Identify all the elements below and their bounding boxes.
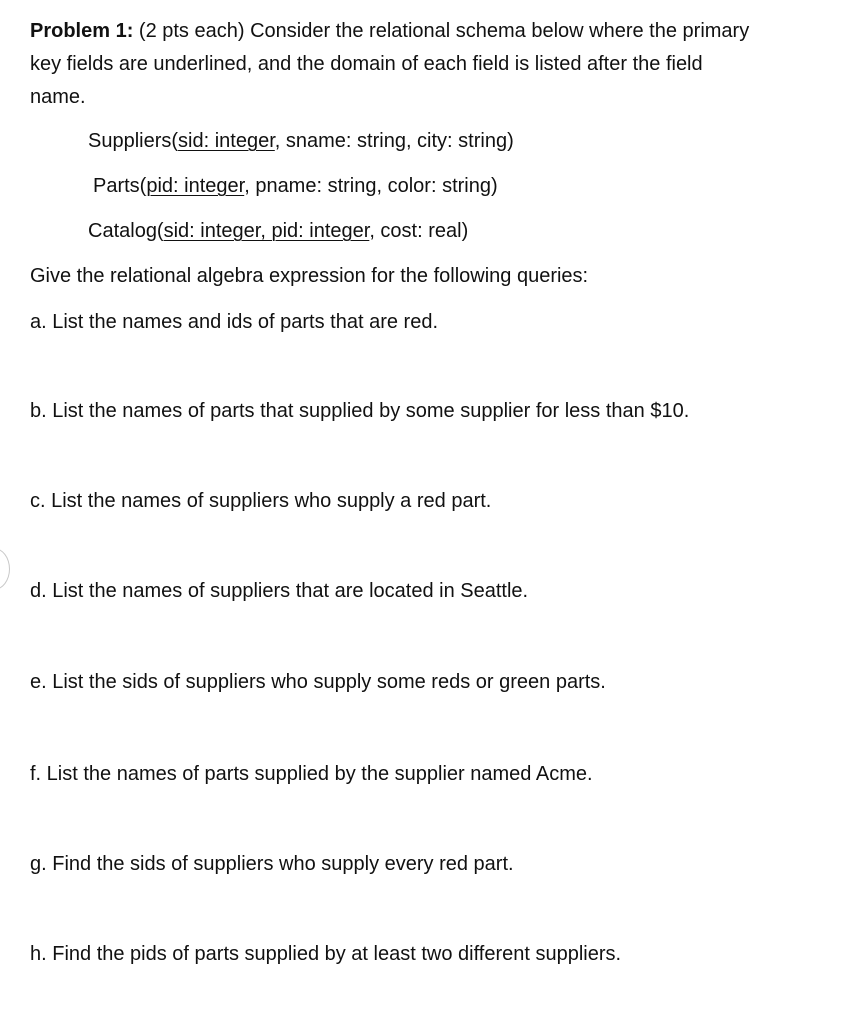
schema-suppliers-rest: , sname: string, city: string) — [274, 130, 514, 152]
schema-parts — [93, 173, 498, 199]
problem-label: Problem 1: — [30, 20, 134, 42]
query-g: g. Find the sids of suppliers who supply every red part. — [30, 853, 514, 875]
query-d: d. List the names of suppliers that are located in Seattle. — [30, 580, 529, 602]
problem-heading-line — [30, 18, 749, 44]
margin-marker — [0, 548, 10, 590]
query-h: h. Find the pids of parts supplied by at least two different suppliers. — [30, 943, 622, 965]
query-e: e. List the sids of suppliers who supply some reds or green parts. — [30, 671, 606, 693]
schema-parts-prefix: Parts( — [93, 175, 147, 197]
instruction-text: Give the relational algebra expression for the following queries: — [30, 265, 589, 287]
schema-parts-key: pid: integer — [146, 175, 245, 197]
query-c: c. List the names of suppliers who supply a red part. — [30, 490, 492, 512]
problem-intro-2: key fields are underlined, and the domain of each field is listed after the field — [30, 53, 703, 75]
problem-intro-3: name. — [30, 86, 86, 108]
schema-suppliers-key: sid: integer — [178, 130, 275, 152]
schema-suppliers-prefix: Suppliers( — [88, 130, 179, 152]
schema-parts-rest: , pname: string, color: string) — [244, 175, 498, 197]
query-b: b. List the names of parts that supplied by some supplier for less than $10. — [30, 400, 690, 422]
problem-intro-1: (2 pts each) Consider the relational schema below where the primary — [133, 20, 750, 42]
schema-suppliers — [88, 128, 514, 154]
schema-catalog — [88, 218, 468, 244]
schema-catalog-prefix: Catalog( — [88, 220, 164, 242]
schema-catalog-rest: , cost: real) — [369, 220, 469, 242]
query-f: f. List the names of parts supplied by the supplier named Acme. — [30, 763, 593, 785]
query-a: a. List the names and ids of parts that are red. — [30, 311, 439, 333]
schema-catalog-key: sid: integer, pid: integer — [163, 220, 370, 242]
